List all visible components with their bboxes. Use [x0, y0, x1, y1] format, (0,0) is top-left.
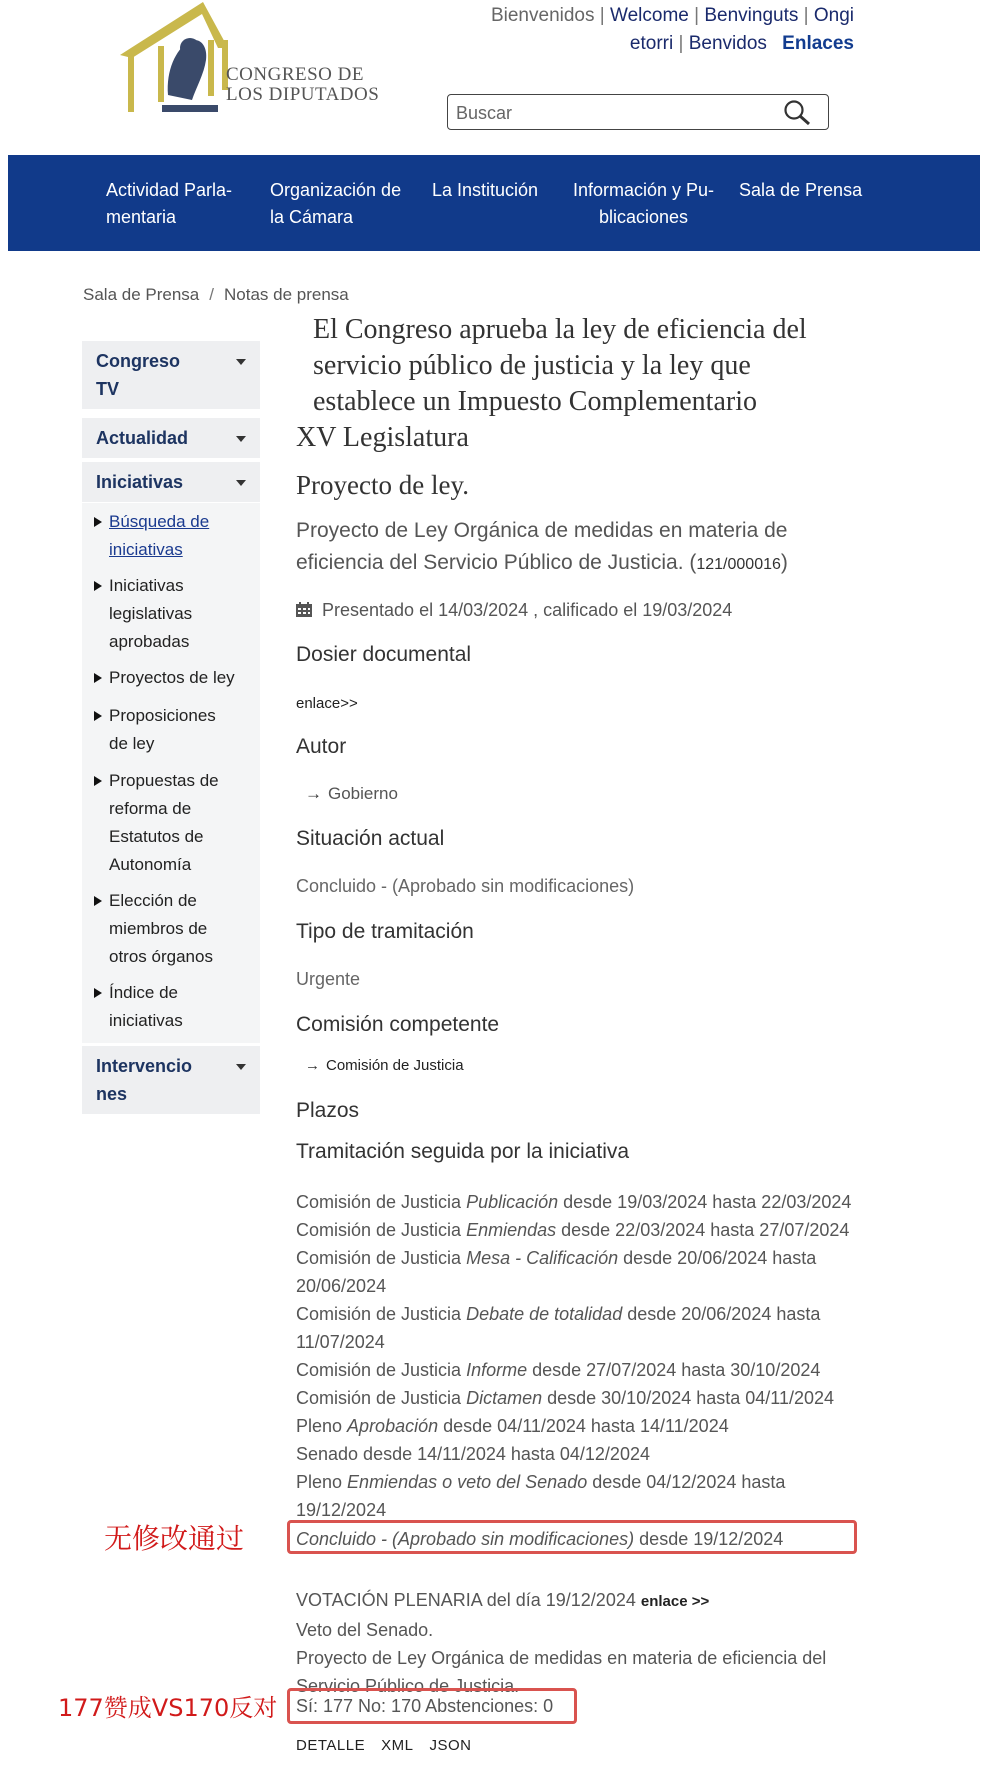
- tramite-row: Comisión de Justicia Debate de totalidad desde 20/06/2024 hasta: [296, 1304, 821, 1324]
- dosier-heading: Dosier documental: [296, 643, 472, 666]
- logo-line-1: CONGRESO DE: [226, 64, 364, 85]
- sidebar-section-actualidad[interactable]: Actualidad: [82, 418, 260, 458]
- tramite-concluido: Concluido - (Aprobado sin modificaciones) desde 19/12/2024: [296, 1529, 784, 1549]
- lang-es[interactable]: Bienvenidos: [490, 5, 595, 26]
- detail-links: [296, 1737, 487, 1754]
- annotation-sin-modificaciones: 无修改通过: [104, 1522, 245, 1555]
- autor-item[interactable]: → Gobierno: [305, 784, 398, 803]
- arrow-right-icon: →: [305, 784, 322, 803]
- situacion-value: Concluido - (Aprobado sin modificaciones): [296, 876, 635, 896]
- search-input[interactable]: [454, 99, 778, 127]
- situacion-heading: Situación actual: [296, 827, 445, 850]
- json-link[interactable]: JSON: [429, 1737, 472, 1754]
- tramitacion-heading: Tramitación seguida por la iniciativa: [296, 1140, 630, 1163]
- detalle-link[interactable]: DETALLE: [296, 1737, 366, 1754]
- votacion-block: VOTACIÓN PLENARIA del día 19/12/2024 enlace >> Veto del Senado. Proyecto de Ley Orgánica de medidas en materia de eficiencia del Servicio Público de Justicia.: [296, 1590, 827, 1696]
- nav-actividad-parlamentaria[interactable]: Actividad Parla- mentaria: [106, 180, 233, 227]
- triangle-right-icon: [94, 776, 102, 786]
- triangle-right-icon: [94, 581, 102, 591]
- tramite-row: Comisión de Justicia Dictamen desde 30/10/2024 hasta 04/11/2024: [296, 1388, 835, 1408]
- search-box: [447, 94, 829, 130]
- iniciativa-subtitle: Proyecto de Ley Orgánica de medidas en materia de eficiencia del Servicio Público de Justicia. (121/000016): [296, 519, 788, 574]
- lang-ca[interactable]: Benvinguts: [704, 5, 799, 26]
- sidebar-item-proposiciones-de-ley[interactable]: Proposiciones de ley: [94, 702, 264, 758]
- tramite-row: Pleno Aprobación desde 04/11/2024 hasta 14/11/2024: [296, 1416, 729, 1436]
- tramite-row: Comisión de Justicia Mesa - Calificación desde 20/06/2024 hasta: [296, 1248, 817, 1268]
- sidebar-section-congreso-tv[interactable]: Congreso TV: [82, 341, 260, 409]
- dosier-enlace-link[interactable]: enlace>>: [296, 695, 358, 712]
- annotation-vote-count: 177赞成VS170反对: [58, 1694, 278, 1722]
- sidebar-item-proyectos-de-ley[interactable]: Proyectos de ley: [94, 664, 264, 692]
- triangle-right-icon: [94, 711, 102, 721]
- xml-link[interactable]: XML: [381, 1737, 414, 1754]
- search-icon[interactable]: [782, 99, 812, 127]
- triangle-right-icon: [94, 896, 102, 906]
- chevron-down-icon: [236, 480, 246, 486]
- arrow-right-icon: →: [305, 1057, 320, 1074]
- tipo-tramitacion-value: Urgente: [296, 969, 361, 989]
- lang-en[interactable]: Welcome: [610, 5, 689, 26]
- sidebar-item-indice-iniciativas[interactable]: Índice de iniciativas: [94, 979, 264, 1035]
- main-navigation: [8, 155, 980, 251]
- plazos-heading: Plazos: [296, 1099, 360, 1122]
- tramite-row: Pleno Enmiendas o veto del Senado desde 04/12/2024 hasta: [296, 1472, 786, 1492]
- tramite-row: Comisión de Justicia Enmiendas desde 22/03/2024 hasta 27/07/2024: [296, 1220, 850, 1240]
- enlaces-link[interactable]: Enlaces: [782, 33, 854, 54]
- nav-informacion-publicaciones[interactable]: Información y Pu- blicaciones: [573, 180, 715, 227]
- sidebar-item-iniciativas-aprobadas[interactable]: Iniciativas legislativas aprobadas: [94, 572, 264, 656]
- sidebar-item-eleccion-miembros[interactable]: Elección de miembros de otros órganos: [94, 887, 264, 971]
- tramitacion-list: [296, 1188, 916, 1524]
- logo-line-2: LOS DIPUTADOS: [226, 84, 380, 105]
- lang-eu-2[interactable]: etorri: [629, 33, 674, 54]
- tramite-row: Comisión de Justicia Informe desde 27/07/2024 hasta 30/10/2024: [296, 1360, 821, 1380]
- tramite-row: Comisión de Justicia Publicación desde 19/03/2024 hasta 22/03/2024: [296, 1192, 852, 1212]
- comision-item[interactable]: → Comisión de Justicia: [305, 1057, 464, 1074]
- language-selector: Bienvenidos | Welcome | Benvinguts | Ongi etorri | Benvidos Enlaces: [490, 5, 854, 54]
- news-title: El Congreso aprueba la ley de eficiencia del servicio público de justicia y la ley que establece un Impuesto Complementario: [313, 314, 807, 417]
- congreso-logo[interactable]: [118, 0, 418, 130]
- sidebar-item-busqueda-iniciativas[interactable]: Búsqueda de iniciativas: [94, 508, 264, 564]
- breadcrumb: Sala de Prensa / Notas de prensa: [83, 285, 349, 304]
- sidebar-section-iniciativas[interactable]: Iniciativas: [82, 462, 260, 502]
- autor-heading: Autor: [296, 735, 347, 758]
- votacion-enlace-link[interactable]: enlace >>: [640, 1593, 710, 1610]
- triangle-right-icon: [94, 673, 102, 683]
- vote-results: Sí: 177 No: 170 Abstenciones: 0: [296, 1696, 554, 1716]
- lang-eu-1[interactable]: Ongi: [813, 5, 854, 26]
- dates-line: Presentado el 14/03/2024 , calificado el 19/03/2024: [296, 600, 732, 621]
- chevron-down-icon: [236, 1064, 246, 1070]
- nav-organizacion-camara[interactable]: Organización de la Cámara: [270, 180, 402, 227]
- calendar-icon: [296, 602, 312, 617]
- tramite-row: 11/07/2024: [296, 1332, 385, 1352]
- legislatura-heading: XV Legislatura: [296, 422, 469, 453]
- triangle-right-icon: [94, 517, 102, 527]
- sidebar-item-propuestas-reforma[interactable]: Propuestas de reforma de Estatutos de Autonomía: [94, 767, 264, 879]
- tipo-tramitacion-heading: Tipo de tramitación: [296, 920, 474, 943]
- breadcrumb-notas-de-prensa[interactable]: Notas de prensa: [223, 285, 349, 304]
- comision-heading: Comisión competente: [296, 1013, 500, 1036]
- nav-sala-de-prensa[interactable]: Sala de Prensa: [739, 180, 863, 200]
- breadcrumb-sala-de-prensa[interactable]: Sala de Prensa: [83, 285, 200, 304]
- tramite-row: 19/12/2024: [296, 1500, 387, 1520]
- sidebar-section-intervenciones[interactable]: Intervencio nes: [82, 1046, 260, 1114]
- lang-gl[interactable]: Benvidos: [688, 33, 767, 54]
- tramite-row: 20/06/2024: [296, 1276, 387, 1296]
- chevron-down-icon: [236, 436, 246, 442]
- expediente-code: 121/000016: [696, 556, 781, 573]
- tramite-row: Senado desde 14/11/2024 hasta 04/12/2024: [296, 1444, 650, 1464]
- triangle-right-icon: [94, 988, 102, 998]
- nav-la-institucion[interactable]: La Institución: [432, 180, 539, 200]
- chevron-down-icon: [236, 359, 246, 365]
- tipo-heading: Proyecto de ley.: [296, 470, 469, 500]
